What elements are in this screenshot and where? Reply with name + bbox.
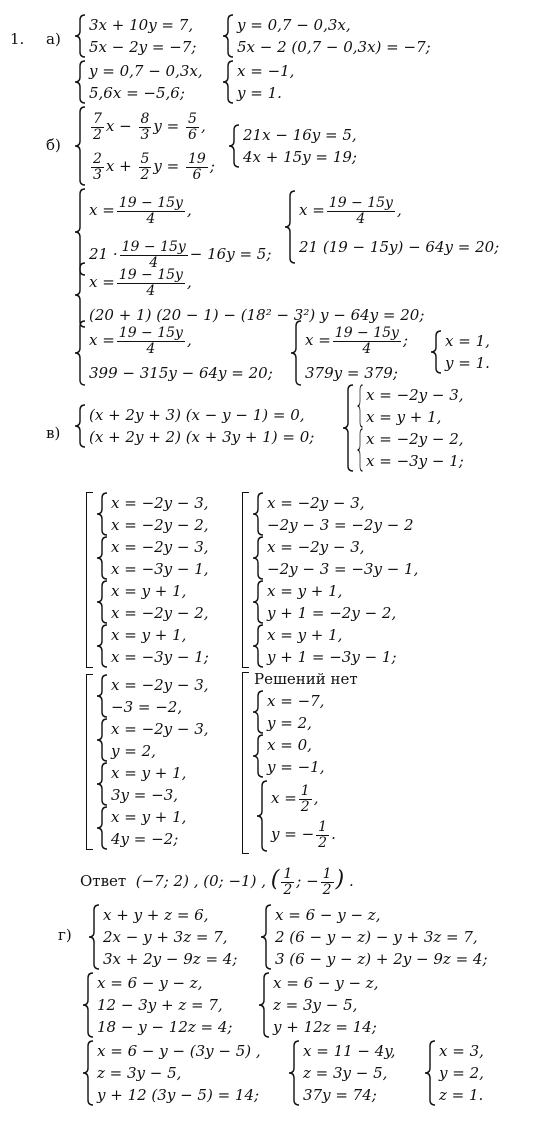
sub-system bbox=[252, 690, 324, 734]
eq-line: x = −2y − 2, bbox=[111, 516, 209, 534]
problem-number: 1. bbox=[10, 30, 25, 48]
sub-system bbox=[96, 674, 209, 718]
brace bbox=[74, 404, 86, 448]
a-system-2 bbox=[222, 14, 431, 58]
eq-line: x = −2y − 3, bbox=[267, 538, 365, 556]
g-system-3: x = 6 − y − z, 12 − 3y + z = 7, 18 − y − 12z = 4; bbox=[82, 972, 232, 1038]
eq-line: x = 0, bbox=[267, 736, 312, 754]
v-system-1: (x + 2y + 3) (x − y − 1) = 0, (x + 2y + 2) (x + 3y + 1) = 0; bbox=[74, 404, 314, 448]
v-combo-1 bbox=[96, 492, 209, 668]
a-system-1 bbox=[74, 14, 196, 58]
part-label-b: б) bbox=[46, 136, 61, 154]
g-system-5: x = 6 − y − (3y − 5) , z = 3y − 5, y + 12 (3y − 5) = 14; bbox=[82, 1040, 261, 1106]
eq-line: 4y = −2; bbox=[111, 830, 179, 848]
a-system-3 bbox=[74, 60, 203, 104]
brace bbox=[284, 190, 296, 264]
a-system-4 bbox=[222, 60, 294, 104]
brace bbox=[228, 124, 240, 168]
brace bbox=[96, 762, 108, 806]
brace bbox=[82, 1040, 94, 1106]
eq-line: y = −1, bbox=[267, 758, 325, 776]
brace bbox=[74, 60, 86, 104]
eq-line: x = −3y − 1, bbox=[111, 560, 209, 578]
brace bbox=[357, 384, 363, 428]
eq-line: x = −2y − 3, bbox=[111, 494, 209, 512]
brace bbox=[74, 106, 86, 186]
v-combo-2 bbox=[252, 492, 418, 668]
eq-line: x = y + 1, bbox=[111, 582, 187, 600]
eq-line: 3x + 10y = 7, bbox=[89, 16, 194, 34]
eq-line: −2y − 3 = −3y − 1, bbox=[267, 560, 419, 578]
eq-line: x = y + 1, bbox=[111, 808, 187, 826]
v-combo-4 bbox=[252, 690, 324, 778]
brace bbox=[88, 904, 100, 970]
sub-system bbox=[252, 492, 418, 536]
brace bbox=[74, 262, 86, 328]
eq-line: y = 2, bbox=[111, 742, 156, 760]
eq-line: x = y + 1, bbox=[267, 626, 343, 644]
g-system-2: x = 6 − y − z, 2 (6 − y − z) − y + 3z = 7, 3 (6 − y − z) + 2y − 9z = 4; bbox=[260, 904, 488, 970]
brace bbox=[288, 1040, 300, 1106]
sub-system bbox=[252, 734, 324, 778]
square-bracket bbox=[86, 674, 93, 850]
eq-line: y + 1 = −3y − 1; bbox=[267, 648, 397, 666]
eq-line: x = −2y − 3, bbox=[111, 676, 209, 694]
brace bbox=[222, 14, 234, 58]
square-bracket bbox=[242, 672, 249, 854]
eq-line: x = y + 1, bbox=[111, 626, 187, 644]
eq-line: y + 1 = −2y − 2, bbox=[267, 604, 397, 622]
eq-line: −3 = −2, bbox=[111, 698, 183, 716]
brace bbox=[82, 972, 94, 1038]
b-system-5: x = $\frac{19 - 15y}{4}$ , (20 + 1) (20 − 1) − (18² − 3²) y − 64y = 20; bbox=[74, 262, 424, 328]
part-label-a: а) bbox=[46, 30, 61, 48]
eq-line: x = −2y − 3, bbox=[111, 720, 209, 738]
g-system-7: x = 3, y = 2, z = 1. bbox=[424, 1040, 484, 1106]
brace bbox=[96, 492, 108, 536]
part-label-g: г) bbox=[58, 926, 72, 944]
sub-system bbox=[96, 718, 209, 762]
brace bbox=[96, 718, 108, 762]
eq-line: $\frac{7}{2}$ x − $\frac{8}{3}$ y = $\frac{5}{6}$ , bbox=[93, 110, 206, 143]
brace bbox=[222, 60, 234, 104]
eq-line: x = y + 1, bbox=[111, 764, 187, 782]
sub-system bbox=[252, 580, 418, 624]
b-system-1 bbox=[74, 106, 215, 186]
b-system-4: x = $\frac{19 - 15y}{4}$ , 21 (19 − 15y) − 64y = 20; bbox=[284, 190, 499, 264]
eq-line: x = −7, bbox=[267, 692, 325, 710]
v-combo-3 bbox=[96, 674, 209, 850]
eq-line: 21x − 16y = 5, bbox=[243, 126, 357, 144]
eq-line: x = −2y − 3, bbox=[267, 494, 365, 512]
eq-line: 4x + 15y = 19; bbox=[243, 148, 357, 166]
b-system-8: x = 1, y = 1. bbox=[430, 330, 490, 374]
eq-line: y = 1. bbox=[237, 84, 282, 102]
v-system-2: x = −2y − 3, x = y + 1, x = −2y − 2, x = −3y − 1; bbox=[342, 384, 464, 472]
b-system-7: x = $\frac{19 - 15y}{4}$ ; 379y = 379; bbox=[290, 320, 408, 386]
eq-line: x = y + 1, bbox=[267, 582, 343, 600]
b-system-3: x = $\frac{19 - 15y}{4}$ , 21 · $\frac{19 - 15y}{4}$ − 16y = 5; bbox=[74, 188, 271, 276]
g-system-1: x + y + z = 6, 2x − y + 3z = 7, 3x + 2y − 9z = 4; bbox=[88, 904, 237, 970]
sub-system bbox=[96, 536, 209, 580]
brace bbox=[256, 780, 268, 852]
brace bbox=[96, 536, 108, 580]
b-system-6: x = $\frac{19 - 15y}{4}$ , 399 − 315y − 64y = 20; bbox=[74, 320, 273, 386]
sub-system bbox=[96, 762, 209, 806]
eq-line: 5x − 2y = −7; bbox=[89, 38, 197, 56]
eq-line: x = −2y − 2, bbox=[111, 604, 209, 622]
brace bbox=[290, 320, 302, 386]
brace bbox=[430, 330, 442, 374]
g-system-6: x = 11 − 4y, z = 3y − 5, 37y = 74; bbox=[288, 1040, 396, 1106]
brace bbox=[252, 690, 264, 734]
square-bracket bbox=[86, 492, 93, 668]
no-solutions-text: Решений нет bbox=[254, 670, 358, 688]
sub-system bbox=[96, 492, 209, 536]
eq-line: 5,6x = −5,6; bbox=[89, 84, 185, 102]
brace bbox=[252, 536, 264, 580]
eq-line: x = −2y − 3, bbox=[111, 538, 209, 556]
eq-line: y = 2, bbox=[267, 714, 312, 732]
brace bbox=[342, 384, 354, 472]
brace bbox=[252, 624, 264, 668]
eq-line: y = 0,7 − 0,3x, bbox=[89, 62, 203, 80]
eq-line: $\frac{2}{3}$ x + $\frac{5}{2}$ y = $\frac{19}{6}$ ; bbox=[93, 150, 215, 183]
brace bbox=[96, 674, 108, 718]
eq-line: −2y − 3 = −2y − 2 bbox=[267, 516, 414, 534]
eq-line: 3y = −3, bbox=[111, 786, 179, 804]
brace bbox=[96, 580, 108, 624]
brace bbox=[96, 806, 108, 850]
v-combo-4-last: x = $\frac{1}{2}$ , y = − $\frac{1}{2}$ . bbox=[256, 780, 336, 852]
g-system-4: x = 6 − y − z, z = 3y − 5, y + 12z = 14; bbox=[258, 972, 378, 1038]
brace bbox=[424, 1040, 436, 1106]
answer-line: Ответ (−7; 2) , (0; −1) , ( $\frac{1}{2}$ ; − $\frac{1}{2}$ ) . bbox=[80, 865, 354, 898]
sub-system bbox=[96, 624, 209, 668]
eq-line: 5x − 2 (0,7 − 0,3x) = −7; bbox=[237, 38, 431, 56]
b-system-2 bbox=[228, 124, 357, 168]
brace bbox=[252, 492, 264, 536]
sub-system bbox=[96, 580, 209, 624]
eq-line: x = −3y − 1; bbox=[111, 648, 209, 666]
eq-line: y = 0,7 − 0,3x, bbox=[237, 16, 351, 34]
brace bbox=[260, 904, 272, 970]
sub-system bbox=[96, 806, 209, 850]
brace bbox=[74, 14, 86, 58]
eq-line: x = −1, bbox=[237, 62, 295, 80]
sub-system bbox=[252, 536, 418, 580]
brace bbox=[357, 428, 363, 472]
brace bbox=[74, 320, 86, 386]
brace bbox=[252, 734, 264, 778]
brace bbox=[96, 624, 108, 668]
brace bbox=[258, 972, 270, 1038]
square-bracket bbox=[242, 492, 249, 668]
brace bbox=[252, 580, 264, 624]
sub-system bbox=[252, 624, 418, 668]
part-label-v: в) bbox=[46, 424, 61, 442]
